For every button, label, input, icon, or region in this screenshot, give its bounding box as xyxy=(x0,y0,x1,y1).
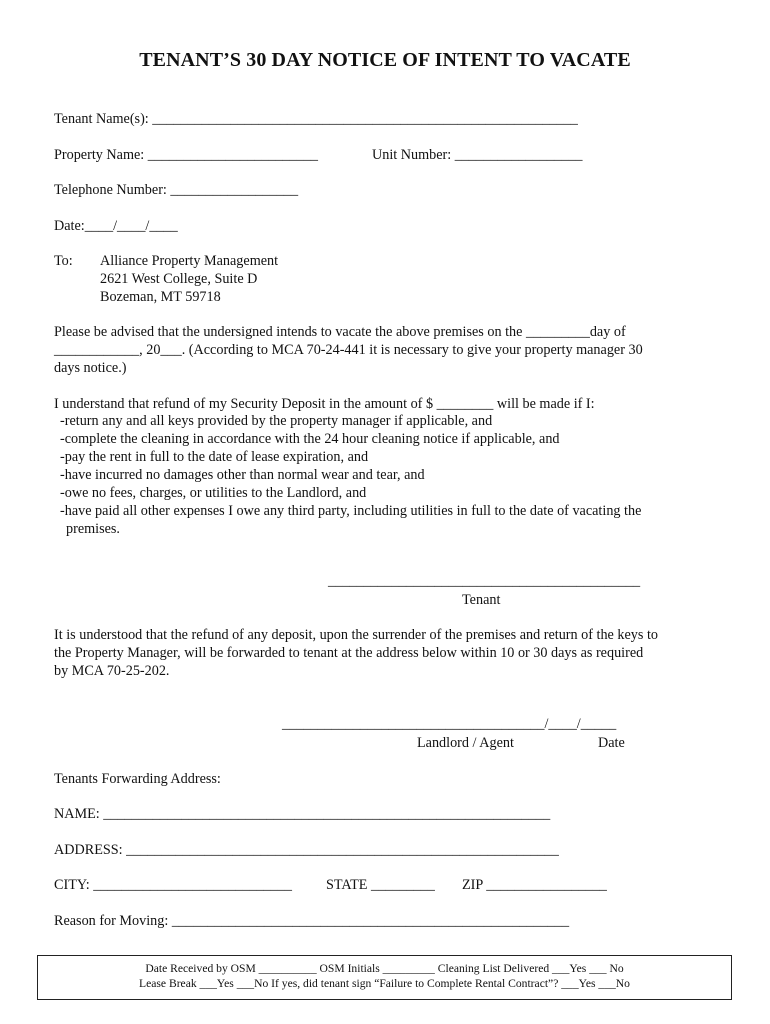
landlord-signature-line[interactable]: _____________________________________/____/_____ xyxy=(282,716,617,732)
tenant-names-field[interactable]: Tenant Name(s): ____________________________________________________________ xyxy=(54,111,578,127)
deposit-intro: I understand that refund of my Security Deposit in the amount of $ ________ will be made if I: xyxy=(54,396,595,412)
notice-line-2: ____________, 20___. (According to MCA 70-24-441 it is necessary to give your property manager 30 xyxy=(54,342,643,358)
forwarding-state-field[interactable]: STATE _________ xyxy=(326,877,435,893)
forwarding-zip-field[interactable]: ZIP _________________ xyxy=(462,877,607,893)
forwarding-city-field[interactable]: CITY: ____________________________ xyxy=(54,877,292,893)
unit-number-field[interactable]: Unit Number: __________________ xyxy=(372,147,583,163)
landlord-agent-label: Landlord / Agent xyxy=(417,735,514,751)
tenant-signature-label: Tenant xyxy=(462,592,501,608)
condition-item: -have incurred no damages other than normal wear and tear, and xyxy=(60,467,425,483)
property-name-field[interactable]: Property Name: ________________________ xyxy=(54,147,319,163)
condition-item: -pay the rent in full to the date of lease expiration, and xyxy=(60,449,369,465)
forwarding-heading: Tenants Forwarding Address: xyxy=(54,771,221,787)
recipient-city: Bozeman, MT 59718 xyxy=(100,289,221,305)
condition-continuation: premises. xyxy=(66,521,120,537)
recipient-street: 2621 West College, Suite D xyxy=(100,271,258,287)
refund-line-3: by MCA 70-25-202. xyxy=(54,663,170,679)
recipient-name: Alliance Property Management xyxy=(100,253,279,269)
tenant-signature-line[interactable]: ____________________________________________ xyxy=(328,573,641,589)
reason-for-moving-field[interactable]: Reason for Moving: ________________________________________________________ xyxy=(54,913,570,929)
landlord-date-label: Date xyxy=(598,735,625,751)
condition-item: -return any and all keys provided by the property manager if applicable, and xyxy=(60,413,493,429)
refund-line-2: the Property Manager, will be forwarded to tenant at the address below within 10 or 30 days as required xyxy=(54,645,644,661)
forwarding-name-field[interactable]: NAME: _______________________________________________________________ xyxy=(54,806,551,822)
telephone-field[interactable]: Telephone Number: __________________ xyxy=(54,182,299,198)
office-use-box xyxy=(37,955,732,1000)
form-title: TENANT’S 30 DAY NOTICE OF INTENT TO VACATE xyxy=(139,49,631,71)
forwarding-address-field[interactable]: ADDRESS: _____________________________________________________________ xyxy=(54,842,559,858)
notice-line-3: days notice.) xyxy=(54,360,127,376)
condition-item: -have paid all other expenses I owe any third party, including utilities in full to the date of vacating the xyxy=(60,503,642,519)
office-use-line-2: Lease Break ___Yes ___No If yes, did tenant sign “Failure to Complete Rental Contract”? ___Yes ___No xyxy=(139,977,630,990)
condition-item: -owe no fees, charges, or utilities to the Landlord, and xyxy=(60,485,367,501)
refund-line-1: It is understood that the refund of any deposit, upon the surrender of the premises and return of the keys to xyxy=(54,627,658,643)
to-label: To: xyxy=(54,253,73,269)
condition-item: -complete the cleaning in accordance with the 24 hour cleaning notice if applicable, and xyxy=(60,431,560,447)
date-field[interactable]: Date:____/____/____ xyxy=(54,218,178,234)
office-use-line-1: Date Received by OSM __________ OSM Initials _________ Cleaning List Delivered ___Yes ___ No xyxy=(145,962,624,975)
notice-line-1: Please be advised that the undersigned intends to vacate the above premises on the _________day of xyxy=(54,324,626,340)
